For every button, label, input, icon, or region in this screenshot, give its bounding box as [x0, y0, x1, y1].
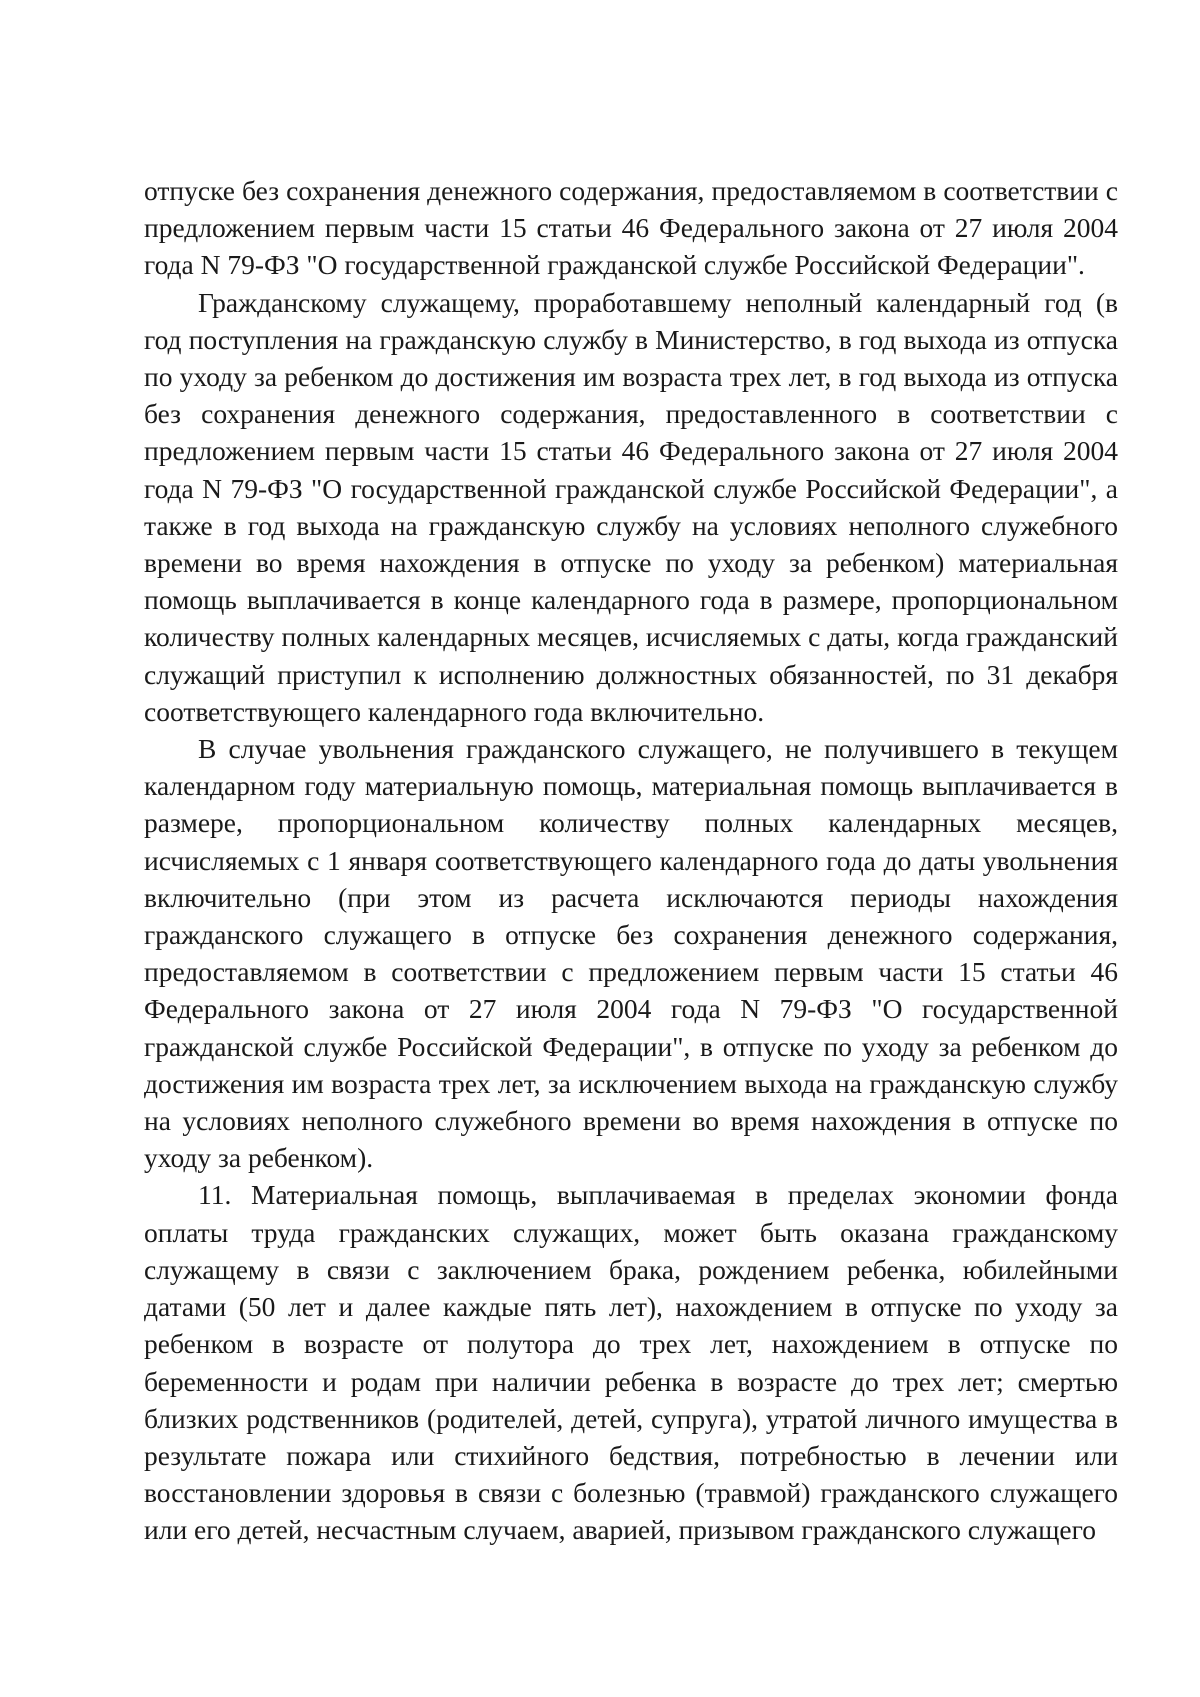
paragraph-continuation: отпуске без сохранения денежного содержания, предоставляемом в соответствии с предложением первым части 15 статьи 46 Федерального закона от 27 июля 2004 года N 79-ФЗ "О государственной гражданской службе Российской Федерации". [144, 175, 1118, 281]
paragraph-incomplete-year: Гражданскому служащему, проработавшему неполный календарный год (в год поступления на гражданскую службу в Министерство, в год выхода из отпуска по уходу за ребенком до достижения им возраста трех лет, в год выхода из отпуска без сохранения денежного содержания, предоставленного в соответствии с предложением первым части 15 статьи 46 Федерального закона от 27 июля 2004 года N 79-ФЗ "О государственной гражданской службе Российской Федерации", а также в год выхода на гражданскую службу на условиях неполного служебного времени во время нахождения в отпуске по уходу за ребенком) материальная помощь выплачивается в конце календарного года в размере, пропорциональном количеству полных календарных месяцев, исчисляемых с даты, когда гражданский служащий приступил к исполнению должностных обязанностей, по 31 декабря соответствующего календарного года включительно. [144, 286, 1118, 727]
document-body [144, 172, 1118, 1549]
paragraph-dismissal: В случае увольнения гражданского служащего, не получившего в текущем календарном году материальную помощь, материальная помощь выплачивается в размере, пропорциональном количеству полных календарных месяцев, исчисляемых с 1 января соответствующего календарного года до даты увольнения включительно (при этом из расчета исключаются периоды нахождения гражданского служащего в отпуске без сохранения денежного содержания, предоставляемом в соответствии с предложением первым части 15 статьи 46 Федерального закона от 27 июля 2004 года N 79-ФЗ "О государственной гражданской службе Российской Федерации", в отпуске по уходу за ребенком до достижения им возраста трех лет, за исключением выхода на гражданскую службу на условиях неполного служебного времени во время нахождения в отпуске по уходу за ребенком). [144, 733, 1118, 1174]
paragraph-item-11: 11. Материальная помощь, выплачиваемая в пределах экономии фонда оплаты труда гражданских служащих, может быть оказана гражданскому служащему в связи с заключением брака, рождением ребенка, юбилейными датами (50 лет и далее каждые пять лет), нахождением в отпуске по уходу за ребенком в возрасте от полутора до трех лет, нахождением в отпуске по беременности и родам при наличии ребенка в возрасте до трех лет; смертью близких родственников (родителей, детей, супруга), утратой личного имущества в результате пожара или стихийного бедствия, потребностью в лечении или восстановлении здоровья в связи с болезнью (травмой) гражданского служащего или его детей, несчастным случаем, аварией, призывом гражданского служащего [144, 1179, 1118, 1546]
